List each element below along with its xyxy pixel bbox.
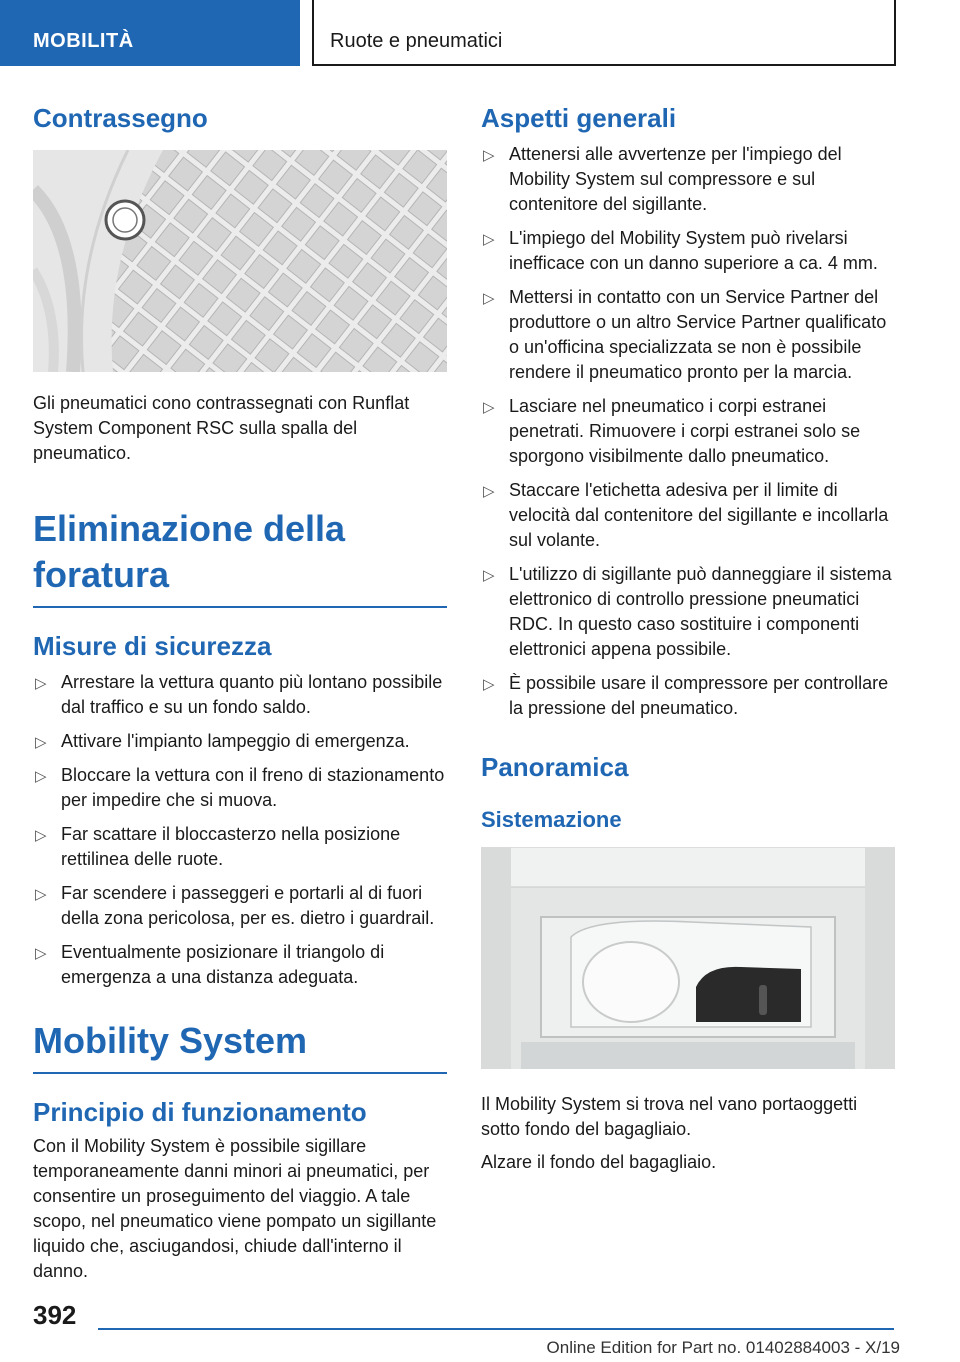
principio-text: Con il Mobility System è possibile sigillare temporaneamente danni minori ai pneumatici, per consentire un proseguimento del viaggio. A tale scopo, nel pneumatico viene pompato un sigillante liquido che, asciugandosi, chiude dall'interno il danno.: [33, 1136, 437, 1281]
list-item: ▷ È possibile usare il compressore per controllare la pressione del pneumatico.: [483, 673, 889, 718]
section-label: MOBILITÀ: [33, 30, 134, 52]
triangle-bullet-icon: ▷: [483, 231, 495, 248]
triangle-bullet-icon: ▷: [35, 734, 47, 751]
list-item: ▷ L'impiego del Mobility System può rivelarsi inefficace con un danno superiore a ca. 4 mm.: [483, 228, 878, 273]
list-item: ▷ Staccare l'etichetta adesiva per il limite di velocità dal contenitore del sigillante e incollarla sul volante.: [483, 480, 889, 550]
chapter-label: Ruote e pneumatici: [330, 30, 503, 52]
trunk-illustration: [481, 847, 895, 1069]
sistemazione-text-2: Alzare il fondo del bagagliaio.: [481, 1152, 717, 1172]
triangle-bullet-icon: ▷: [35, 886, 47, 903]
list-item: ▷ Bloccare la vettura con il freno di stazionamento per impedire che si muova.: [35, 765, 445, 810]
list-item: ▷ Attivare l'impianto lampeggio di emergenza.: [33, 729, 447, 754]
list-item: ▷ Lasciare nel pneumatico i corpi estranei penetrati. Rimuovere i corpi estranei solo se sporgono visibilmente dallo pneumatico.: [483, 396, 861, 466]
mobility-heading: Mobility System: [33, 1018, 447, 1074]
aspetti-list: [481, 142, 895, 721]
contrassegno-text: Gli pneumatici cono contrassegnati con Runflat System Component RSC sulla spalla del pneumatico.: [33, 393, 410, 463]
list-item: ▷ Eventualmente posizionare il triangolo di emergenza a una distanza adeguata.: [35, 942, 385, 987]
panoramica-heading: Panoramica: [481, 752, 629, 782]
chapter-box: [312, 0, 896, 66]
triangle-bullet-icon: ▷: [483, 147, 495, 164]
sistemazione-text-1: Il Mobility System si trova nel vano portaoggetti sotto fondo del bagagliaio.: [481, 1094, 858, 1139]
section-tab: [0, 0, 300, 66]
rsc-logo: [106, 201, 144, 239]
triangle-bullet-icon: ▷: [35, 768, 47, 785]
triangle-bullet-icon: ▷: [35, 675, 47, 692]
triangle-bullet-icon: ▷: [483, 567, 495, 584]
aspetti-heading: Aspetti generali: [481, 103, 677, 133]
list-item: ▷ Arrestare la vettura quanto più lontano possibile dal traffico e su un fondo saldo.: [35, 672, 443, 717]
list-item: ▷ Attenersi alle avvertenze per l'impiego del Mobility System sul compressore e sul contenitore del sigillante.: [483, 144, 842, 214]
list-item: ▷ Far scattare il bloccasterzo nella posizione rettilinea delle ruote.: [35, 824, 401, 869]
misure-list: [33, 670, 447, 990]
sistemazione-heading: Sistemazione: [481, 807, 622, 832]
left-column: [33, 100, 447, 1284]
page-number: 392: [33, 1300, 77, 1330]
misure-heading: Misure di sicurezza: [33, 631, 272, 661]
eliminazione-heading: Eliminazione della foratura: [33, 506, 447, 608]
triangle-bullet-icon: ▷: [483, 676, 495, 693]
triangle-bullet-icon: ▷: [35, 827, 47, 844]
footer-divider: [98, 1328, 894, 1330]
triangle-bullet-icon: ▷: [35, 945, 47, 962]
triangle-bullet-icon: ▷: [483, 290, 495, 307]
list-item: ▷ Far scendere i passeggeri e portarli al di fuori della zona pericolosa, per es. dietro i guardrail.: [35, 883, 435, 928]
principio-heading: Principio di funzionamento: [33, 1097, 367, 1127]
list-item: ▷ L'utilizzo di sigillante può danneggiare il sistema elettronico di controllo pressione pneumatici RDC. In questo caso sostituire i componenti elettronici appena possibile.: [483, 564, 892, 659]
triangle-bullet-icon: ▷: [483, 483, 495, 500]
footer-edition: Online Edition for Part no. 01402884003 - X/19: [546, 1338, 900, 1357]
contrassegno-heading: Contrassegno: [33, 103, 208, 133]
list-item: ▷ Mettersi in contatto con un Service Partner del produttore o un altro Service Partner qualificato o un'officina specializzata se non è possibile rendere il pneumatico pronto per la marcia.: [483, 287, 887, 382]
triangle-bullet-icon: ▷: [483, 399, 495, 416]
right-column: [481, 100, 895, 1175]
tire-illustration: [33, 150, 447, 372]
